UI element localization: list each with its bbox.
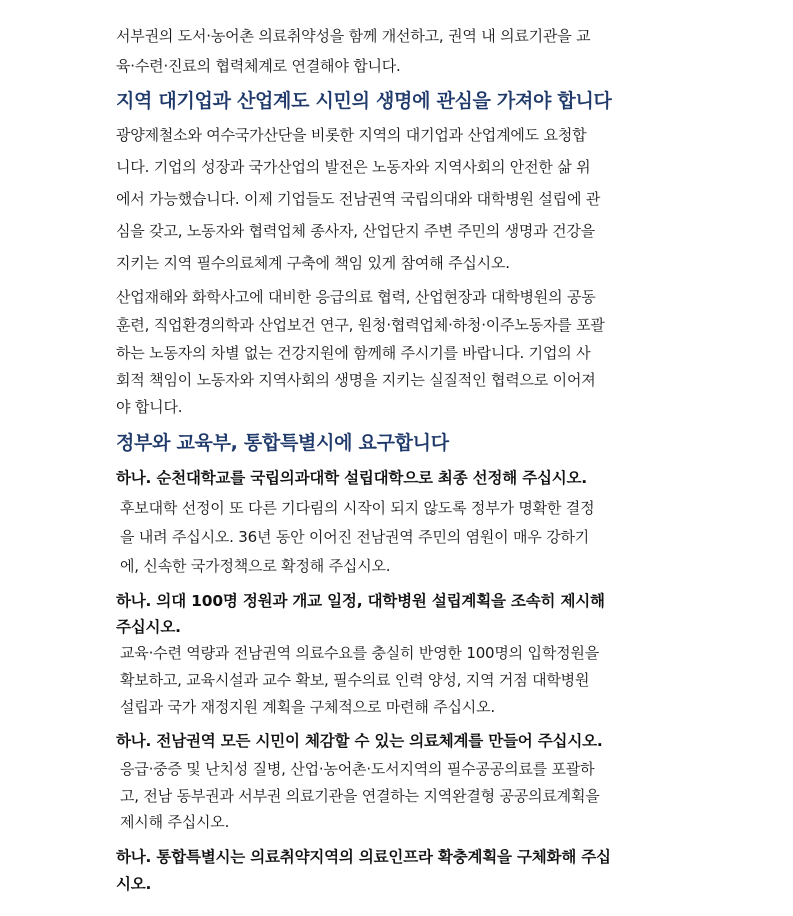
demand-body-line: 을 내려 주십시오. 36년 동안 이어진 전남권역 주민의 염원이 매우 강하기 bbox=[120, 528, 590, 546]
section-heading: 지역 대기업과 산업계도 시민의 생명에 관심을 가져야 합니다 bbox=[116, 90, 612, 112]
demand-body-line: 교육·수련 역량과 전남권역 의료수요를 충실히 반영한 100명의 입학정원을 bbox=[120, 644, 599, 662]
paragraph-line: 니다. 기업의 성장과 국가산업의 발전은 노동자와 지역사회의 안전한 삶 위 bbox=[116, 158, 591, 176]
paragraph-line: 야 합니다. bbox=[116, 398, 183, 416]
demand-title: 하나. 의대 100명 정원과 개교 일정, 대학병원 설립계획을 조속히 제시해 bbox=[116, 592, 605, 610]
paragraph-line: 에서 가능했습니다. 이제 기업들도 전남권역 국립의대와 대학병원 설립에 관 bbox=[116, 190, 601, 208]
demand-body-line: 후보대학 선정이 또 다른 기다림의 시작이 되지 않도록 정부가 명확한 결정 bbox=[120, 499, 595, 517]
demand-title: 하나. 전남권역 모든 시민이 체감할 수 있는 의료체계를 만들어 주십시오. bbox=[116, 732, 603, 750]
paragraph-line: 하는 노동자의 차별 없는 건강지원에 함께해 주시기를 바랍니다. 기업의 사 bbox=[116, 344, 591, 362]
demand-body-line: 에, 신속한 국가정책으로 확정해 주십시오. bbox=[120, 557, 391, 575]
demand-body-line: 제시해 주십시오. bbox=[120, 813, 230, 831]
demand-title: 하나. 순천대학교를 국립의과대학 설립대학으로 최종 선정해 주십시오. bbox=[116, 469, 587, 487]
paragraph-line: 지키는 지역 필수의료체계 구축에 책임 있게 참여해 주십시오. bbox=[116, 254, 510, 272]
paragraph-line: 훈련, 직업환경의학과 산업보건 연구, 원청·협력업체·하청·이주노동자를 포괄 bbox=[116, 316, 605, 334]
intro-line: 육·수련·진료의 협력체계로 연결해야 합니다. bbox=[116, 57, 401, 75]
section-heading: 정부와 교육부, 통합특별시에 요구합니다 bbox=[116, 432, 449, 454]
paragraph-line: 광양제철소와 여수국가산단을 비롯한 지역의 대기업과 산업계에도 요청합 bbox=[116, 126, 587, 144]
demand-title: 시오. bbox=[116, 875, 152, 893]
demand-title: 하나. 통합특별시는 의료취약지역의 의료인프라 확충계획을 구체화해 주십 bbox=[116, 848, 611, 866]
demand-body-line: 고, 전남 동부권과 서부권 의료기관을 연결하는 지역완결형 공공의료계획을 bbox=[120, 787, 600, 805]
demand-body-line: 설립과 국가 재정지원 계획을 구체적으로 마련해 주십시오. bbox=[120, 698, 495, 716]
demand-body-line: 응급·중증 및 난치성 질병, 산업·농어촌·도서지역의 필수공공의료를 포괄하 bbox=[120, 760, 595, 778]
demand-title: 주십시오. bbox=[116, 618, 181, 636]
paragraph-line: 회적 책임이 노동자와 지역사회의 생명을 지키는 실질적인 협력으로 이어져 bbox=[116, 371, 596, 389]
intro-line: 서부권의 도서·농어촌 의료취약성을 함께 개선하고, 권역 내 의료기관을 교 bbox=[116, 27, 591, 45]
paragraph-line: 심을 갖고, 노동자와 협력업체 종사자, 산업단지 주변 주민의 생명과 건강을 bbox=[116, 222, 595, 240]
demand-body-line: 확보하고, 교육시설과 교수 확보, 필수의료 인력 양성, 지역 거점 대학병원 bbox=[120, 671, 590, 689]
paragraph-line: 산업재해와 화학사고에 대비한 응급의료 협력, 산업현장과 대학병원의 공동 bbox=[116, 288, 596, 306]
